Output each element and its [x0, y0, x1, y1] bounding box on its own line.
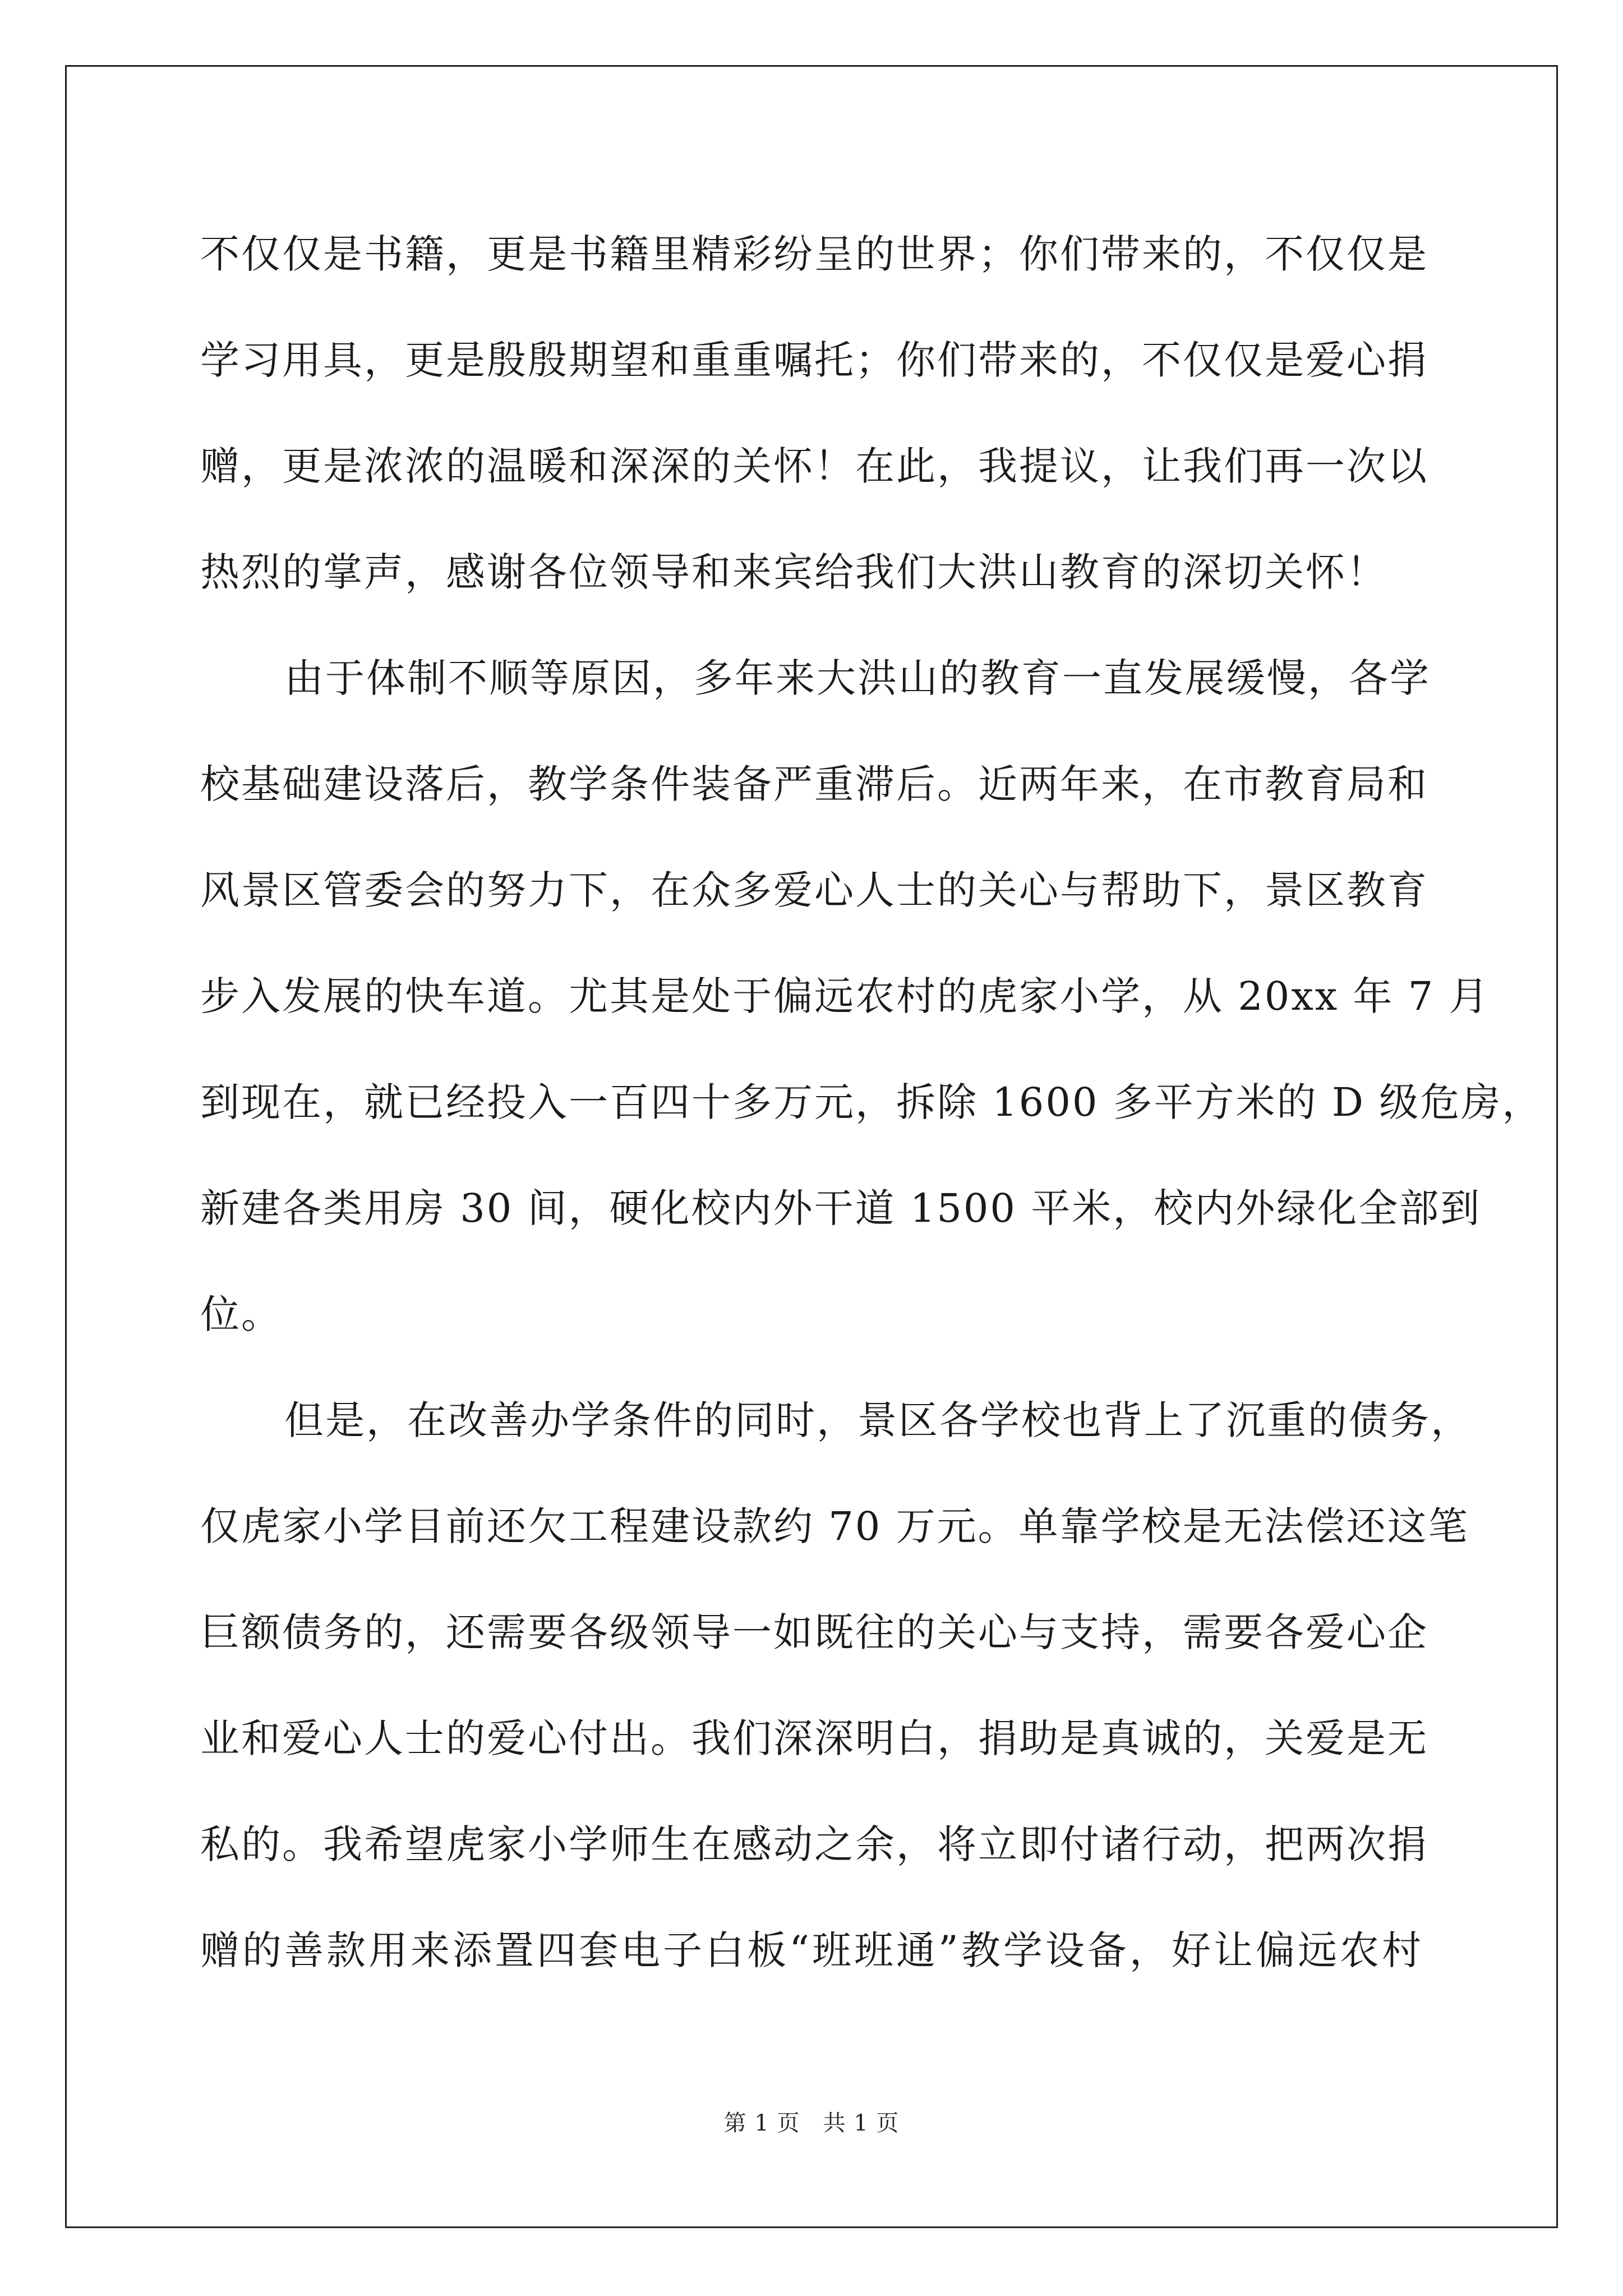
text-line: 热烈的掌声，感谢各位领导和来宾给我们大洪山教育的深切关怀！ [200, 549, 1387, 595]
text-line: 位。 [200, 1291, 282, 1337]
text-line: 风景区管委会的努力下，在众多爱心人士的关心与帮助下，景区教育 [200, 867, 1428, 913]
paragraph-first-line: 但是，在改善办学条件的同时，景区各学校也背上了沉重的债务， [284, 1397, 1472, 1443]
text-line: 不仅仅是书籍，更是书籍里精彩纷呈的世界；你们带来的，不仅仅是 [200, 231, 1428, 277]
text-line: 赠的善款用来添置四套电子白板“班班通”教学设备，好让偏远农村 [200, 1927, 1423, 1973]
page-footer: 第 1 页 共 1 页 [723, 2110, 900, 2136]
page-border [65, 65, 1558, 2228]
text-line: 校基础建设落后，教学条件装备严重滞后。近两年来，在市教育局和 [200, 761, 1428, 807]
text-line: 新建各类用房 30 间，硬化校内外干道 1500 平米，校内外绿化全部到 [200, 1185, 1482, 1231]
text-line: 赠，更是浓浓的温暖和深深的关怀！在此，我提议，让我们再一次以 [200, 443, 1428, 489]
text-line: 仅虎家小学目前还欠工程建设款约 70 万元。单靠学校是无法偿还这笔 [200, 1503, 1469, 1549]
text-line: 业和爱心人士的爱心付出。我们深深明白，捐助是真诚的，关爱是无 [200, 1715, 1428, 1761]
text-line: 私的。我希望虎家小学师生在感动之余，将立即付诸行动，把两次捐 [200, 1821, 1428, 1867]
text-line: 步入发展的快车道。尤其是处于偏远农村的虎家小学，从 20xx 年 7 月 [200, 973, 1490, 1019]
paragraph-first-line: 由于体制不顺等原因，多年来大洪山的教育一直发展缓慢，各学 [284, 655, 1431, 701]
text-line: 学习用具，更是殷殷期望和重重嘱托；你们带来的，不仅仅是爱心捐 [200, 337, 1428, 383]
text-line: 到现在，就已经投入一百四十多万元，拆除 1600 多平方米的 D 级危房， [200, 1079, 1543, 1125]
text-line: 巨额债务的，还需要各级领导一如既往的关心与支持，需要各爱心企 [200, 1609, 1428, 1655]
